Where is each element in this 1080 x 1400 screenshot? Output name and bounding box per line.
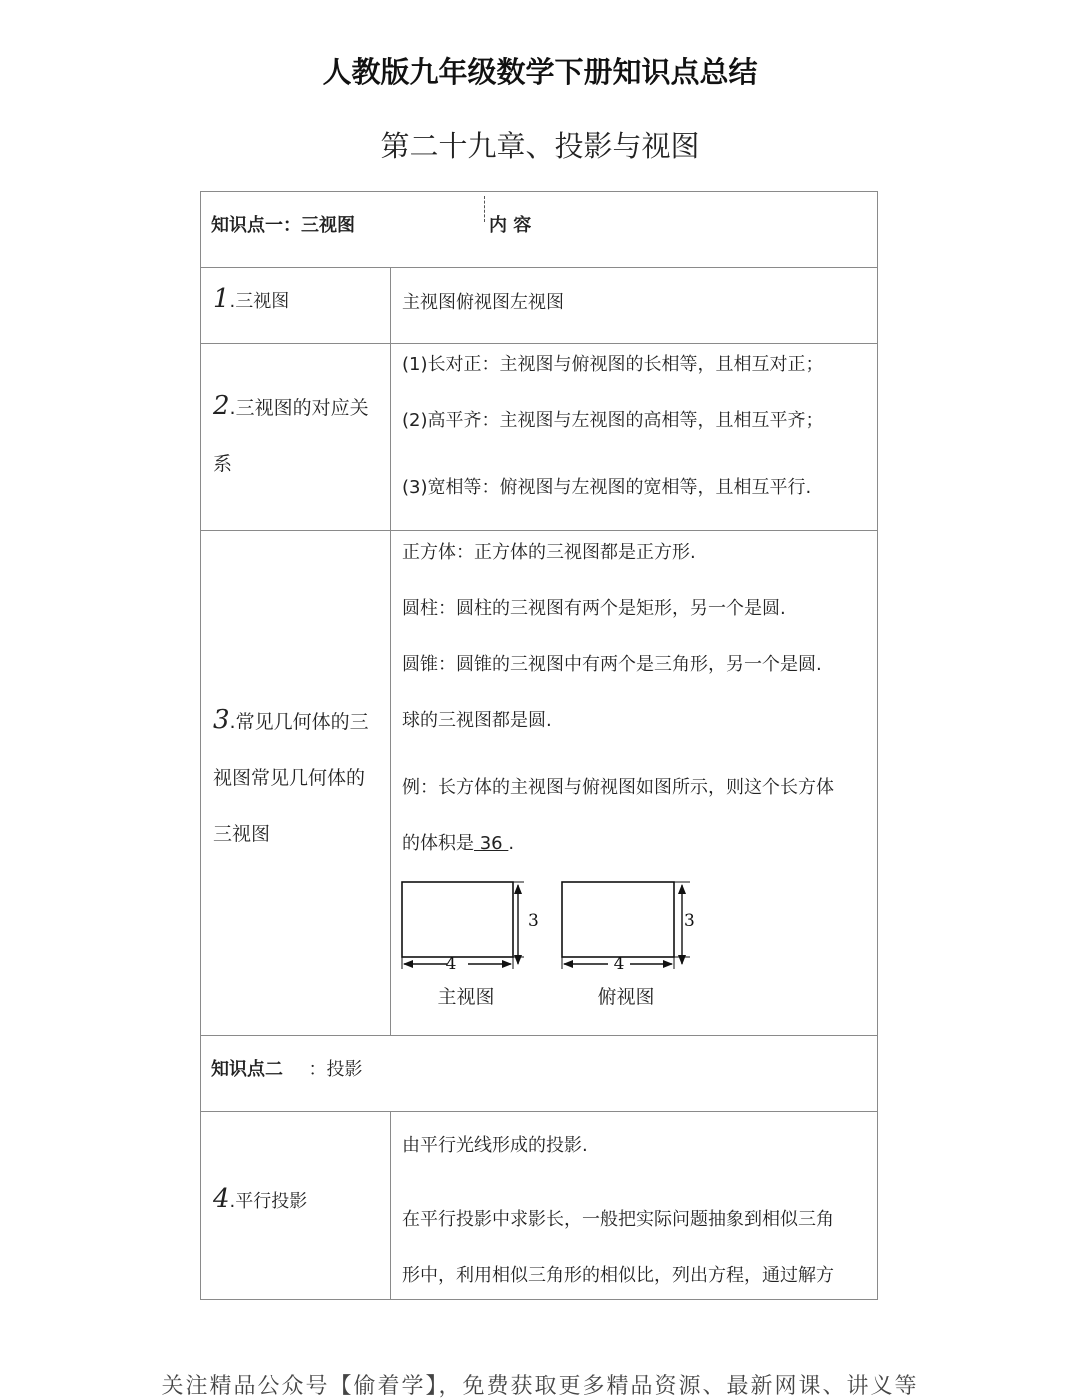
row3-line-cylinder: 圆柱：圆柱的三视图有两个是矩形，另一个是圆. xyxy=(402,598,786,619)
example-figure xyxy=(392,876,712,1021)
row1-content: 主视图俯视图左视图 xyxy=(402,292,564,313)
row4-line-1: 由平行光线形成的投影. xyxy=(402,1135,588,1156)
row4-content-cell xyxy=(392,1112,877,1299)
row4-title: 平行投影 xyxy=(235,1191,308,1212)
front-view-label: 主视图 xyxy=(437,986,495,1008)
row4-title-cell: 4.平行投影 xyxy=(201,1112,391,1299)
front-width-label: 4 xyxy=(445,954,457,974)
row2-number: 2 xyxy=(213,391,230,421)
row1-number: 1 xyxy=(213,284,230,314)
section1-label: 知识点一：三视图 xyxy=(211,215,355,236)
section2-label: 知识点二 xyxy=(211,1059,283,1080)
content-header: 内 容 xyxy=(489,215,532,236)
row3-title-line1: 常见几何体的三 xyxy=(235,711,369,733)
row3-line-cone: 圆锥：圆锥的三视图中有两个是三角形，另一个是圆. xyxy=(402,654,822,675)
header-divider xyxy=(484,196,485,222)
front-view-drawing xyxy=(402,882,524,969)
row2-title-line1: 三视图的对应关 xyxy=(235,397,369,419)
table-header-row xyxy=(201,192,877,267)
document-title: 人教版九年级数学下册知识点总结 xyxy=(322,55,758,89)
row4-line-3: 形中，利用相似三角形的相似比，列出方程，通过解方 xyxy=(402,1265,834,1286)
row2-title-line2: 系 xyxy=(213,453,233,475)
row3-line-sphere: 球的三视图都是圆. xyxy=(402,710,552,731)
knowledge-table xyxy=(200,191,878,1300)
row3-number: 3 xyxy=(213,705,230,735)
row3-title-line2: 视图常见几何体的 xyxy=(213,767,366,789)
table-section2-row xyxy=(201,1035,877,1111)
footer-promo: 关注精品公众号【偷着学】，免费获取更多精品资源、最新网课、讲义等 xyxy=(161,1374,919,1399)
row3-line-cube: 正方体：正方体的三视图都是正方形. xyxy=(402,542,696,563)
row3-title-cell: 3.常见几何体的三 视图常见几何体的 三视图 xyxy=(201,531,391,1035)
section2-title: ：投影 xyxy=(308,1059,363,1080)
top-view-label: 俯视图 xyxy=(597,986,655,1008)
row1-title: 三视图 xyxy=(235,291,290,312)
table-row-2 xyxy=(201,343,877,530)
table-row-1 xyxy=(201,267,877,343)
row3-example-line1: 例：长方体的主视图与俯视图如图所示，则这个长方体 xyxy=(402,777,834,798)
row2-title-cell: 2.三视图的对应关 系 xyxy=(201,344,391,530)
front-height-label: 3 xyxy=(528,911,539,931)
row3-example-line2: 的体积是 36 . xyxy=(402,833,515,854)
table-row-3 xyxy=(201,530,877,1035)
row1-title-cell: 1.三视图 xyxy=(201,268,391,343)
top-height-label: 3 xyxy=(684,911,695,931)
top-view-drawing xyxy=(562,882,690,969)
row2-content-cell xyxy=(392,344,877,530)
example-answer: 36 xyxy=(474,833,509,854)
row3-content-cell xyxy=(392,531,877,1035)
table-row-4 xyxy=(201,1111,877,1299)
row4-number: 4 xyxy=(213,1184,230,1214)
row3-title-line3: 三视图 xyxy=(213,823,271,845)
row1-content-cell xyxy=(392,268,877,343)
chapter-title: 第二十九章、投影与视图 xyxy=(380,129,700,163)
row2-line-3: (3)宽相等：俯视图与左视图的宽相等，且相互平行. xyxy=(402,477,812,498)
row4-line-2: 在平行投影中求影长，一般把实际问题抽象到相似三角 xyxy=(402,1209,834,1230)
row2-line-1: (1)长对正：主视图与俯视图的长相等，且相互对正； xyxy=(402,354,824,375)
row2-line-2: (2)高平齐：主视图与左视图的高相等，且相互平齐； xyxy=(402,410,824,431)
top-width-label: 4 xyxy=(613,954,625,974)
